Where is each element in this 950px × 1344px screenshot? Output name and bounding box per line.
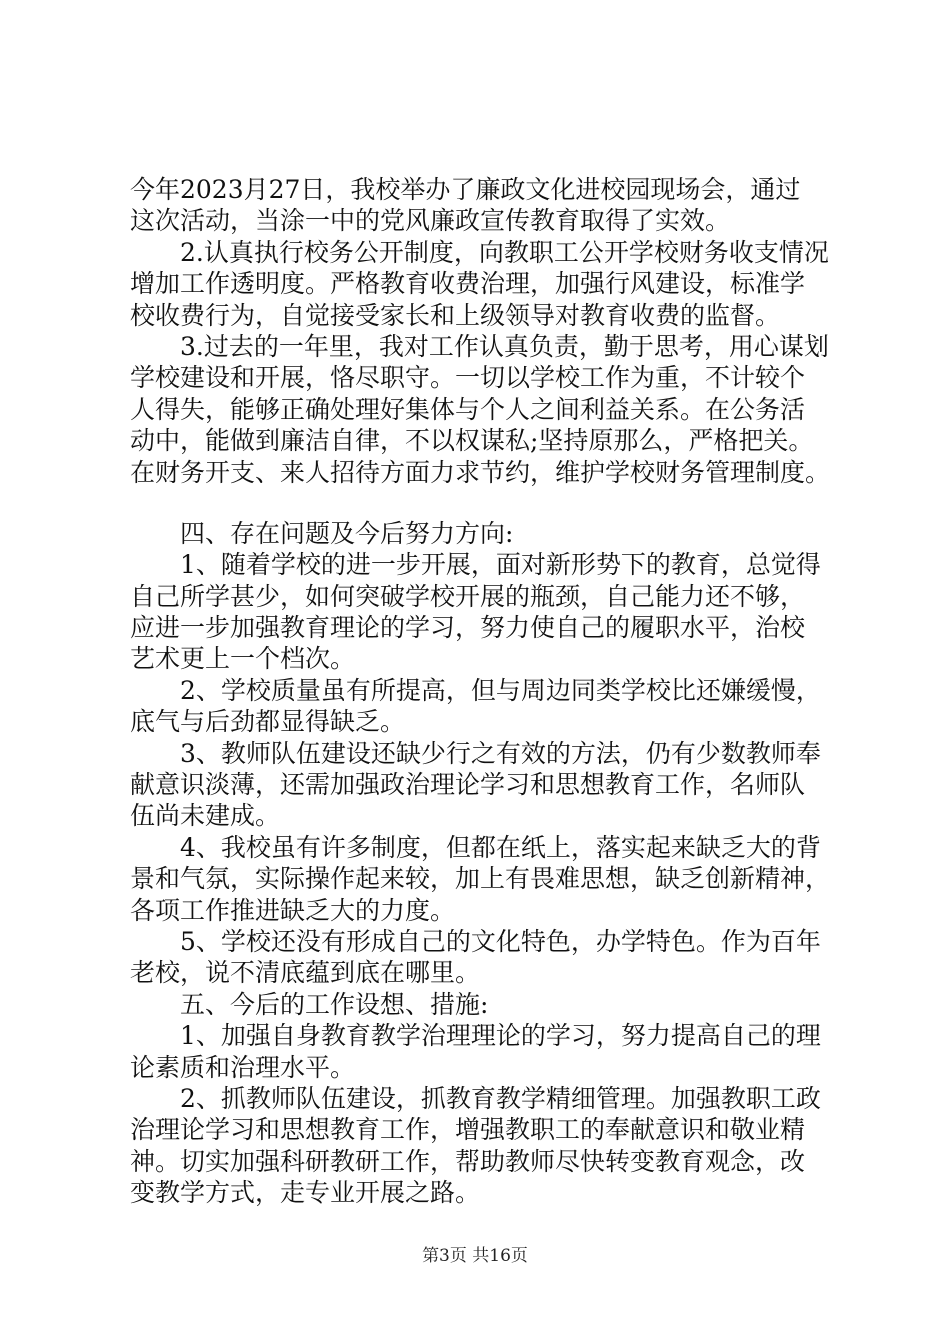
text-line: 今年2023月27日，我校举办了廉政文化进校园现场会，通过: [130, 175, 801, 204]
text-line: 这次活动，当涂一中的党风廉政宣传教育取得了实效。: [130, 206, 731, 236]
text-line: 艺术更上一个档次。: [130, 644, 356, 674]
text-line: 献意识淡薄，还需加强政治理论学习和思想教育工作，名师队: [130, 770, 806, 800]
text-line: 1、加强自身教育教学治理理论的学习，努力提高自己的理: [180, 1021, 821, 1051]
text-line: 2、抓教师队伍建设，抓教育教学精细管理。加强教职工政: [180, 1083, 821, 1113]
text-line: 校收费行为，自觉接受家长和上级领导对教育收费的监督。: [130, 300, 781, 330]
text-line: 2、学校质量虽有所提高，但与周边同类学校比还嫌缓慢，: [180, 675, 821, 705]
text-line: 应进一步加强教育理论的学习，努力使自己的履职水平，治校: [130, 613, 806, 643]
text-line: 5、学校还没有形成自己的文化特色，办学特色。作为百年: [180, 926, 821, 956]
text-line: 论素质和治理水平。: [130, 1052, 356, 1082]
text-line: 神。切实加强科研教研工作，帮助教师尽快转变教育观念，改: [130, 1146, 806, 1176]
paragraph-gap: [130, 488, 842, 518]
text-line: 底气与后劲都显得缺乏。: [130, 707, 406, 737]
text-line: 2.认真执行校务公开制度，向教职工公开学校财务收支情况: [180, 237, 829, 267]
text-line: 增加工作透明度。严格教育收费治理，加强行风建设，标准学: [130, 269, 806, 299]
page-footer: 第3页 共16页: [422, 1246, 528, 1266]
text-line: 景和气氛，实际操作起来较，加上有畏难思想，缺乏创新精神，: [130, 864, 831, 894]
text-line: 各项工作推进缺乏大的力度。: [130, 895, 456, 925]
text-line: 3.过去的一年里，我对工作认真负责，勤于思考，用心谋划: [180, 331, 829, 361]
text-line: 在财务开支、来人招待方面力求节约，维护学校财务管理制度。: [130, 457, 831, 487]
text-line: 老校，说不清底蕴到底在哪里。: [130, 958, 481, 988]
text-line: 变教学方式，走专业开展之路。: [130, 1178, 481, 1208]
text-line: 伍尚未建成。: [130, 801, 281, 831]
text-line: 1、随着学校的进一步开展，面对新形势下的教育，总觉得: [180, 550, 821, 580]
text-line: 动中，能做到廉洁自律，不以权谋私;坚持原那么，严格把关。: [130, 426, 814, 456]
text-line: 四、存在问题及今后努力方向:: [180, 518, 514, 548]
document-body: [130, 174, 842, 1209]
text-line: 4、我校虽有许多制度，但都在纸上，落实起来缺乏大的背: [180, 832, 821, 862]
text-line: 人得失，能够正确处理好集体与个人之间利益关系。在公务活: [130, 394, 806, 424]
text-line: 自己所学甚少，如何突破学校开展的瓶颈，自己能力还不够，: [130, 581, 806, 611]
text-line: 五、今后的工作设想、措施:: [180, 989, 489, 1019]
text-line: 治理论学习和思想教育工作，增强教职工的奉献意识和敬业精: [130, 1115, 806, 1145]
text-line: 学校建设和开展，恪尽职守。一切以学校工作为重，不计较个: [130, 363, 806, 393]
text-line: 3、教师队伍建设还缺少行之有效的方法，仍有少数教师奉: [180, 738, 821, 768]
